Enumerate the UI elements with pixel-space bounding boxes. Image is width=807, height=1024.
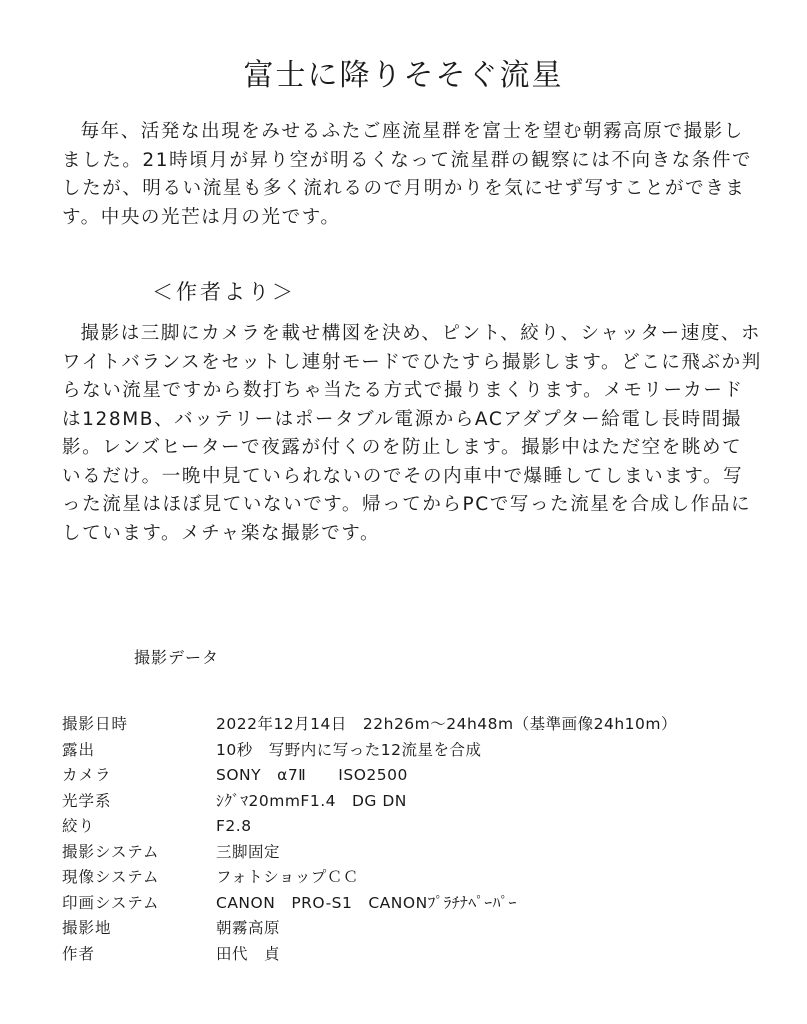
table-row xyxy=(62,942,677,968)
author-paragraph xyxy=(62,320,762,548)
table-row xyxy=(62,891,677,917)
row-label: カメラ xyxy=(62,766,112,784)
row-value: ｼｸﾞﾏ20mmF1.4 DG DN xyxy=(216,791,407,810)
row-label: 印画システム xyxy=(62,893,160,912)
table-row xyxy=(62,738,677,764)
intro-paragraph xyxy=(62,118,762,232)
row-value: F2.8 xyxy=(216,817,252,835)
table-row xyxy=(62,916,677,942)
shooting-data-heading: 撮影データ xyxy=(134,648,220,667)
row-value: 三脚固定 xyxy=(216,842,281,861)
row-value: フォトショップＣＣ xyxy=(216,868,359,886)
shooting-data-table xyxy=(62,712,677,967)
table-row xyxy=(62,865,677,891)
table-row xyxy=(62,814,677,840)
table-row xyxy=(62,789,677,815)
intro-text: 毎年、活発な出現をみせるふたご座流星群を富士を望む朝霧高原で撮影しました。21時頃月が昇り空が明るくなって流星群の観察には不向きな条件でしたが、明るい流星も多く流れるので月明かりを気にせず写すことができます。中央の光芒は月の光です。 xyxy=(62,121,753,228)
table-row xyxy=(62,840,677,866)
row-value: 田代 貞 xyxy=(216,944,281,963)
row-label: 撮影システム xyxy=(62,842,160,861)
row-value: 10秒 写野内に写った12流星を合成 xyxy=(216,740,482,759)
row-label: 撮影日時 xyxy=(62,715,129,733)
row-label: 露出 xyxy=(62,740,96,759)
row-value: 朝霧高原 xyxy=(216,919,281,937)
row-label: 絞り xyxy=(62,817,96,835)
table-row xyxy=(62,763,677,789)
page-title: 富士に降りそそぐ流星 xyxy=(243,58,564,94)
row-label: 作者 xyxy=(62,944,96,963)
row-value: 2022年12月14日 22h26m～24h48m（基準画像24h10m） xyxy=(216,715,678,733)
row-label: 光学系 xyxy=(62,791,112,810)
author-text: 撮影は三脚にカメラを載せ構図を決め、ピント、絞り、シャッター速度、ホワイトバランスをセットし連射モードでひたすら撮影します。どこに飛ぶか判らない流星ですから数打ちゃ当たる方式で撮りまくります。メモリーカードは128MB、バッテリーはポータブル電源からACアダプター給電し長時間撮影。レンズヒーターで夜露が付くのを防止します。撮影中はただ空を眺めているだけ。一晩中見ていられないのでその内車中で爆睡してしまいます。写った流星はほぼ見ていないです。帰ってからPCで写った流星を合成し作品にしています。メチャ楽な撮影です。 xyxy=(62,323,762,544)
row-label: 撮影地 xyxy=(62,919,112,937)
row-value: SONY α7Ⅱ ISO2500 xyxy=(216,766,408,784)
table-row xyxy=(62,712,677,738)
row-value: CANON PRO-S1 CANONﾌﾟﾗﾁﾅﾍﾟｰﾊﾟｰ xyxy=(216,893,517,912)
row-label: 現像システム xyxy=(62,868,160,886)
author-heading: ＜作者より＞ xyxy=(152,280,296,304)
